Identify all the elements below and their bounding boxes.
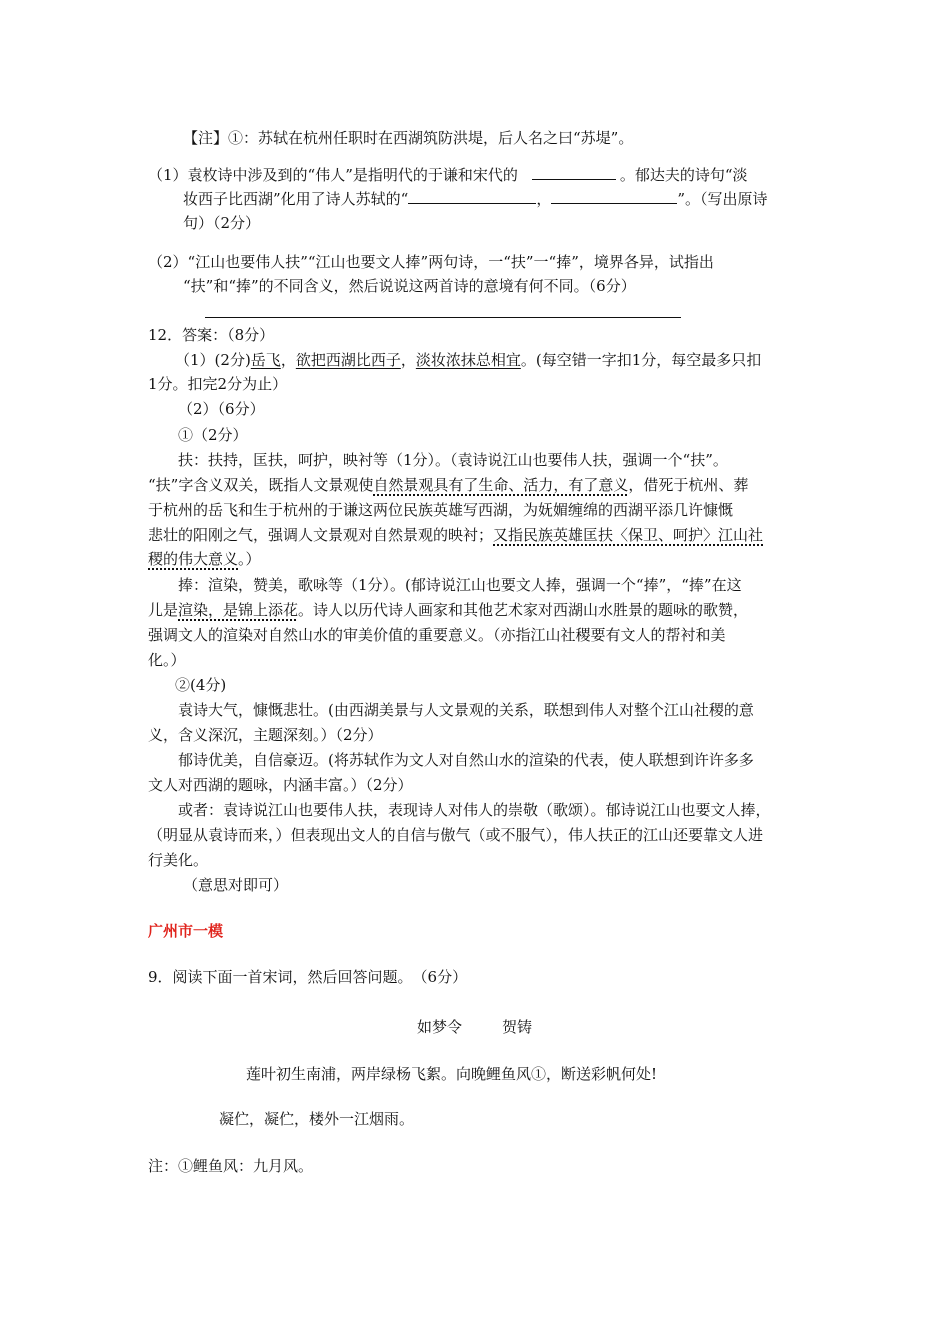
fu-text-b: ，借死于杭州、葬 xyxy=(628,476,749,494)
yu-line-2: 文人对西湖的题咏，内涵丰富。）（2分） xyxy=(148,776,413,794)
footnote: 注：①鲤鱼风：九月风。 xyxy=(148,1157,314,1175)
yuan-line-1: 袁诗大气，慷慨悲壮。(由西湖美景与人文景观的关系，联想到伟人对整个江山社稷的意 xyxy=(178,701,754,719)
note-text: 【注】①：苏轼在杭州任职时在西湖筑防洪堤，后人名之曰“苏堤”。 xyxy=(183,129,634,147)
answer-2-sub-2: ②(4分) xyxy=(175,676,227,694)
yu-line-1: 郁诗优美，自信豪迈。(将苏轼作为文人对自然山水的渲染的代表，使人联想到许许多多 xyxy=(178,751,754,769)
section-heading: 广州市一模 xyxy=(148,922,224,940)
answer-blank[interactable] xyxy=(551,191,677,204)
peng-line-2 xyxy=(148,603,748,618)
answer-2-title: （2）（6分） xyxy=(178,400,265,418)
question-1-text-b: 。郁达夫的诗句“淡 xyxy=(619,166,748,184)
peng-line-3: 强调文人的渲染对自然山水的审美价值的重要意义。（亦指江山社稷要有文人的帮衬和美 xyxy=(148,626,726,644)
question-2-line-1: （2）“江山也要伟人扶”“江山也要文人捧”两句诗，一“扶”一“捧”，境界各异，试指出 xyxy=(148,253,714,271)
fu-emphasis-1: 自然景观具有了生命、活力，有了意义 xyxy=(373,476,629,494)
answer-1-suffix: 。(每空错一字扣1分，每空最多只扣 xyxy=(520,351,762,369)
question-2-line-2: “扶”和“捧”的不同含义，然后说说这两首诗的意境有何不同。（6分） xyxy=(183,277,636,295)
peng-line-4: 化。） xyxy=(148,651,186,669)
question-1-line-2 xyxy=(183,191,768,207)
answer-1-sep-2: ， xyxy=(400,351,416,369)
answer-blank[interactable] xyxy=(408,191,536,204)
fu-text-c: 悲壮的阳刚之气，强调人文景观对自然景观的映衬； xyxy=(148,526,494,544)
answer-1-line-1 xyxy=(175,353,761,368)
fu-line-1: 扶：扶持，匡扶，呵护，映衬等（1分）。（袁诗说江山也要伟人扶，强调一个“扶”。 xyxy=(178,451,728,469)
question-1-text-c: 妆西子比西湖”化用了诗人苏轼的“ xyxy=(183,190,409,208)
answer-1-item-1: 岳飞 xyxy=(250,351,281,369)
answer-1-line-2: 1分。扣完2分为止） xyxy=(148,375,288,393)
fu-line-5 xyxy=(148,552,261,567)
or-line-3: 行美化。 xyxy=(148,851,209,869)
answer-blank[interactable] xyxy=(532,167,616,180)
answer-closing: （意思对即可） xyxy=(183,876,289,894)
answer-2-sub-1: ①（2分） xyxy=(178,426,248,444)
answer-title: 12．答案：（8分） xyxy=(148,326,275,344)
fu-emphasis-2: 又指民族英雄匡扶〈保卫、呵护〉江山社 xyxy=(493,526,764,544)
question-1-line-1 xyxy=(148,167,748,183)
or-line-1: 或者：袁诗说江山也要伟人扶，表现诗人对伟人的崇敬（歌颂）。郁诗说江山也要文人捧， xyxy=(178,801,771,819)
fu-emphasis-3: 稷的伟大意义 xyxy=(148,550,239,568)
question-1-text-d: ”。（写出原诗 xyxy=(677,190,768,208)
poem-line-1: 莲叶初生南浦，两岸绿杨飞絮。向晚鲤鱼风①，断送彩帆何处! xyxy=(246,1065,658,1083)
fu-text-d: 。） xyxy=(238,550,261,568)
peng-text-b: 。诗人以历代诗人画家和其他艺术家对西湖山水胜景的题咏的歌赞， xyxy=(298,601,749,619)
question-9: 9．阅读下面一首宋词，然后回答问题。 （6分） xyxy=(148,968,468,986)
fu-line-3: 于杭州的岳飞和生于杭州的于谦这两位民族英雄写西湖，为妩媚缠绵的西湖平添几许慷慨 xyxy=(148,501,734,519)
question-1-comma: ， xyxy=(536,190,552,208)
poem-line-2: 凝伫，凝伫，楼外一江烟雨。 xyxy=(219,1110,415,1128)
fu-text-a: “扶”字含义双关，既指人文景观使 xyxy=(148,476,374,494)
answer-1-item-2: 欲把西湖比西子 xyxy=(295,351,401,369)
question-1-text-a: （1）袁枚诗中涉及到的“伟人”是指明代的于谦和宋代的 xyxy=(148,166,518,184)
peng-text-a: 儿是 xyxy=(148,601,179,619)
poem-title: 如梦令 xyxy=(417,1018,463,1036)
answer-1-prefix: （1）(2分) xyxy=(175,351,251,369)
peng-line-1: 捧：渲染，赞美，歌咏等（1分）。(郁诗说江山也要文人捧，强调一个“捧”，“捧”在这 xyxy=(178,576,742,594)
fu-line-4 xyxy=(148,528,763,543)
answer-1-item-3: 淡妆浓抹总相宜 xyxy=(415,351,521,369)
peng-emphasis: 渲染，是锦上添花 xyxy=(178,601,299,619)
fu-line-2 xyxy=(148,478,748,493)
answer-1-sep-1: ， xyxy=(280,351,296,369)
poem-author: 贺铸 xyxy=(502,1018,533,1036)
yuan-line-2: 义，含义深沉，主题深刻。）（2分） xyxy=(148,726,383,744)
question-1-line-3: 句）（2分） xyxy=(183,214,261,232)
answer-line[interactable] xyxy=(205,317,681,318)
or-line-2: （明显从袁诗而来，）但表现出文人的自信与傲气（或不服气），伟人扶正的江山还要靠文人进 xyxy=(148,826,764,844)
